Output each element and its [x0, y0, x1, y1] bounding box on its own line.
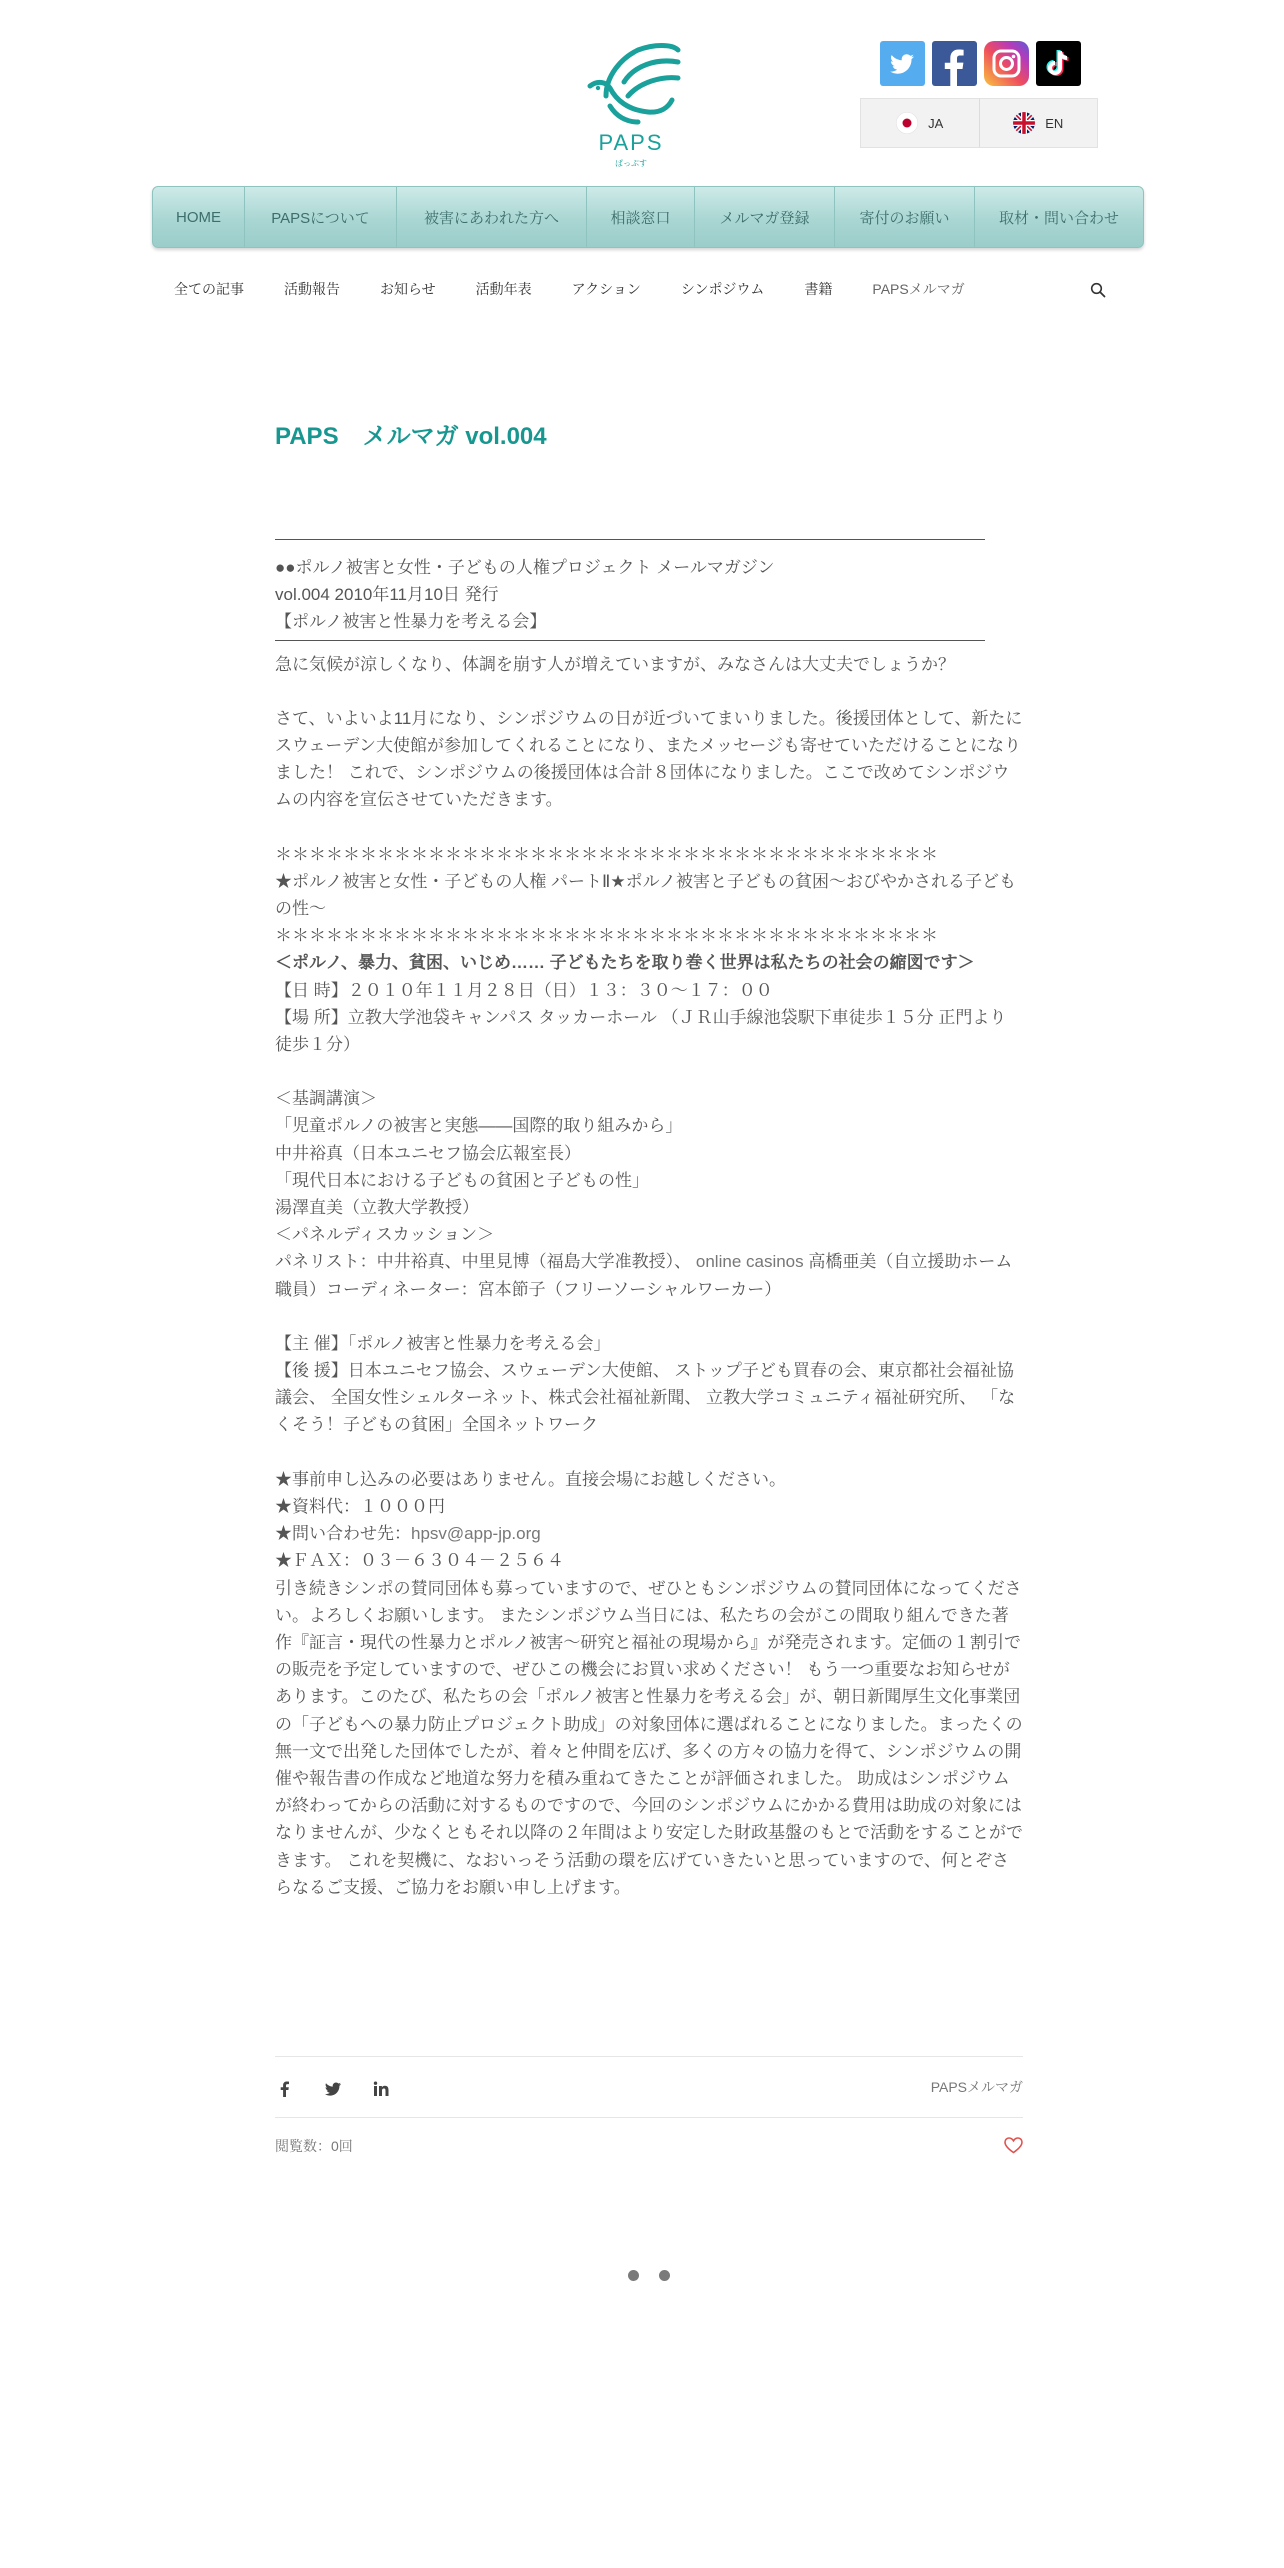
japan-flag-icon	[896, 112, 918, 134]
panel-text: 高橋亜美（自立援助ホーム職員）コーディネーター：宮本節子（フリーソーシャルワーカー）	[275, 1252, 1013, 1299]
nav-contact[interactable]: 取材・問い合わせ	[998, 209, 1119, 227]
category-reports[interactable]: 活動報告	[284, 281, 340, 297]
panel-heading: ＜パネルディスカッション＞	[275, 1225, 495, 1245]
host-line: 【主 催】「ポルノ被害と性暴力を考える会」	[275, 1333, 611, 1353]
twitter-share-icon[interactable]	[323, 2079, 343, 2099]
event-tagline: ＜ポルノ、暴力、貧困、いじめ…… 子どもたちを取り巻く世界は私たちの社会の縮図です＞	[275, 953, 975, 973]
contact-label: ★問い合わせ先：	[275, 1524, 411, 1544]
language-label-ja: JA	[928, 115, 944, 131]
language-option-ja[interactable]	[861, 99, 979, 147]
loading-dot	[628, 2270, 639, 2281]
event-datetime: 【日 時】２０１０年１１月２８日（日）１３：３０～１７：００	[275, 980, 773, 1000]
view-count: 閲覧数：0回	[275, 2138, 353, 2154]
issue-line: vol.004 2010年11月10日 発行	[275, 585, 499, 605]
notice-line: ★事前申し込みの必要はありません。直接会場にお越しください。	[275, 1469, 787, 1489]
tiktok-icon[interactable]	[1036, 41, 1081, 86]
social-links	[880, 41, 1081, 86]
loading-dot	[659, 2270, 670, 2281]
support-line: 【後 援】日本ユニセフ協会、スウェーデン大使館、 ストップ子ども買春の会、東京都社会福祉協議会、 全国女性シェルターネット、株式会社福祉新聞、 立教大学コミュニティ福祉研究所、 「なくそう！子どもの貧困」全国ネットワーク	[275, 1361, 1016, 1435]
twitter-icon[interactable]	[880, 41, 925, 86]
logo-text: PAPS	[598, 130, 664, 155]
category-symposium[interactable]: シンポジウム	[680, 281, 765, 297]
category-books[interactable]: 書籍	[804, 281, 833, 297]
greeting-paragraph: 急に気候が涼しくなり、体調を崩す人が増えていますが、みなさんは大丈夫でしょうか？	[275, 654, 955, 674]
logo-subtext: ぱっぷす	[615, 159, 647, 168]
post-title: PAPS メルマガ vol.004	[275, 423, 547, 450]
event-place: 【場 所】立教大学池袋キャンパス タッカーホール （ＪＲ山手線池袋駅下車徒歩１５分 正門より徒歩１分）	[275, 1007, 1007, 1055]
category-newsletter[interactable]: PAPSメルマガ	[872, 281, 965, 297]
share-bar	[275, 2056, 1023, 2118]
keynote-line: 「児童ポルノの被害と実態――国際的取り組みから」	[275, 1116, 683, 1136]
inline-link[interactable]: online casinos	[691, 1252, 809, 1272]
category-action[interactable]: アクション	[571, 281, 641, 297]
main-nav	[152, 186, 1144, 248]
panel-text: パネリスト：中井裕真、中里見博（福島大学准教授）、	[275, 1252, 692, 1272]
dove-logo-icon	[576, 36, 686, 136]
facebook-share-icon[interactable]	[275, 2079, 295, 2099]
nav-about[interactable]: PAPSについて	[245, 187, 397, 247]
nav-newsletter[interactable]: メルマガ登録	[695, 187, 835, 247]
category-news[interactable]: お知らせ	[380, 281, 436, 297]
nav-donate[interactable]: 寄付のお願い	[835, 187, 975, 247]
linkedin-share-icon[interactable]	[371, 2079, 391, 2099]
star-divider: ＊＊＊＊＊＊＊＊＊＊＊＊＊＊＊＊＊＊＊＊＊＊＊＊＊＊＊＊＊＊＊＊＊＊＊＊＊＊＊	[275, 926, 938, 946]
post-category-tag[interactable]: PAPSメルマガ	[930, 2079, 1023, 2095]
instagram-icon[interactable]	[984, 41, 1029, 86]
uk-flag-icon	[1013, 112, 1035, 134]
event-title: ★ポルノ被害と女性・子どもの人権 パートⅡ★ポルノ被害と子どもの貧困～おびやかされる子どもの性～	[275, 871, 1016, 919]
newsletter-header-line: ●●ポルノ被害と女性・子どもの人権プロジェクト メールマガジン	[275, 558, 775, 577]
closing-paragraph: 引き続きシンポの賛同団体も募っていますので、ぜひともシンポジウムの賛同団体になってください。よろしくお願いします。 またシンポジウム当日には、私たちの会がこの間取り組んできた著作『証言・現代の性暴力とポルノ被害～研究と福祉の現場から』が発売されます。定価の１割引での販売を予定していますので、ぜひこの機会にお買い求めください！ もう一つ重要なお知らせがあります。このたび、私たちの会「ポルノ被害と性暴力を考える会」が、朝日新聞厚生文化事業団の「子どもへの暴力防止プロジェクト助成」の対象団体に選ばれることになりました。まったくの無一文で出発した団体でしたが、着々と仲間を広げ、多くの方々の協力を得て、シンポジウムの開催や報告書の作成など地道な努力を積み重ねてきたことが評価されました。 助成はシンポジウムが終わってからの活動に対するものですので、今回のシンポジウムにかかる費用は助成の対象にはなりませんが、少なくともそれ以降の２年間はより安定した財政基盤のもとで活動をすることができます。 これを契機に、なおいっそう活動の環を広げていきたいと思っていますので、何とぞさらなるご支援、ご協力をお願い申し上げます。	[275, 1578, 1023, 1897]
language-switcher	[860, 98, 1098, 148]
heart-icon[interactable]	[1004, 2137, 1023, 2154]
keynote-line: 「現代日本における子どもの貧困と子どもの性」	[275, 1170, 649, 1190]
notice-line: ★資料代：１０００円	[275, 1496, 445, 1516]
keynote-line: 湯澤直美（立教大学教授）	[275, 1198, 479, 1218]
divider	[275, 640, 985, 641]
nav-victims[interactable]: 被害にあわれた方へ	[397, 187, 587, 247]
keynote-heading: ＜基調講演＞	[275, 1089, 377, 1109]
notice-line: ★ＦＡＸ：０３－６３０４－２５６４	[275, 1551, 564, 1571]
nav-consult[interactable]: 相談窓口	[587, 187, 695, 247]
category-timeline[interactable]: 活動年表	[475, 281, 532, 297]
notice-line	[275, 1520, 1023, 1547]
intro-paragraph: さて、いよいよ11月になり、シンポジウムの日が近づいてまいりました。後援団体として、新たにスウェーデン大使館が参加してくれることになり、またメッセージも寄せていただけることになりました！ これで、シンポジウムの後援団体は合計８団体になりました。ここで改めてシンポジウムの内容を宣伝させていただきます。	[275, 708, 1023, 810]
paps-logo[interactable]	[576, 36, 686, 176]
post-body	[275, 520, 1023, 1901]
star-divider: ＊＊＊＊＊＊＊＊＊＊＊＊＊＊＊＊＊＊＊＊＊＊＊＊＊＊＊＊＊＊＊＊＊＊＊＊＊＊＊	[275, 844, 938, 864]
panel-line	[275, 1248, 1023, 1302]
language-label-en: EN	[1045, 115, 1064, 131]
facebook-icon[interactable]	[932, 41, 977, 86]
language-option-en[interactable]	[979, 99, 1098, 147]
category-all[interactable]: 全ての記事	[174, 281, 244, 297]
nav-home[interactable]: HOME	[153, 187, 245, 247]
category-nav	[174, 276, 965, 302]
divider	[275, 539, 985, 540]
publisher-line: 【ポルノ被害と性暴力を考える会】	[275, 612, 547, 632]
contact-email-link[interactable]: hpsv@app-jp.org	[411, 1524, 541, 1544]
keynote-line: 中井裕真（日本ユニセフ協会広報室長）	[275, 1143, 581, 1163]
search-icon[interactable]	[1090, 282, 1106, 298]
loading-indicator	[628, 2270, 670, 2281]
